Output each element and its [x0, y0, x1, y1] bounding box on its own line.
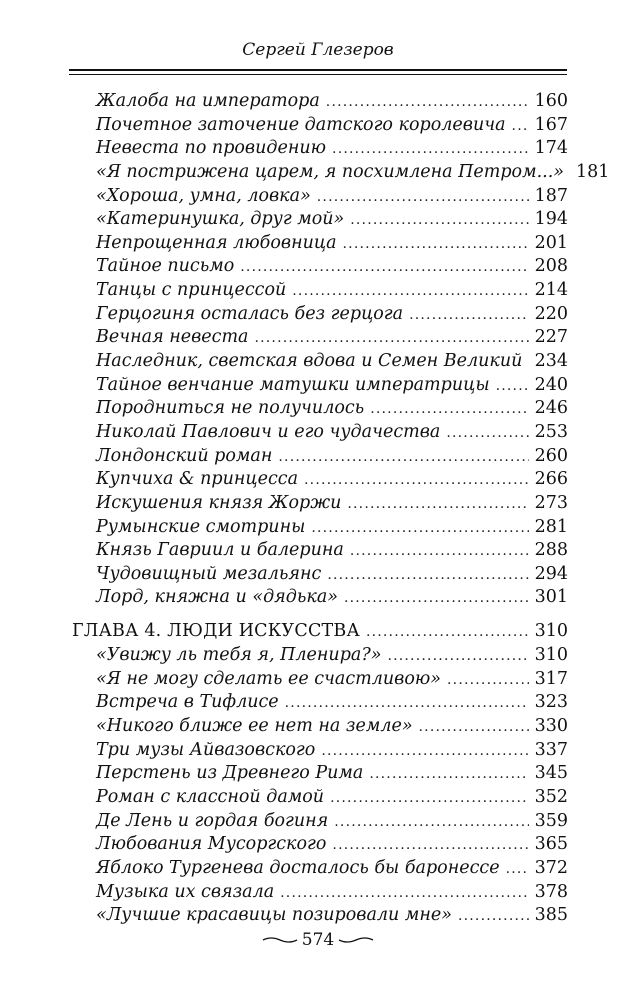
toc-entry-row — [72, 398, 568, 422]
toc-entry-page: 194 — [534, 209, 568, 230]
dot-leader — [254, 330, 528, 346]
page-number: 574 — [301, 930, 335, 950]
toc-entry-title: «Лучшие красавицы позировали мне» — [96, 905, 452, 926]
toc-entry-page: 201 — [534, 232, 568, 253]
toc-entry-title: Три музы Айвазовского — [96, 739, 316, 760]
toc-entry-page: 240 — [534, 374, 568, 395]
dot-leader — [447, 672, 529, 688]
toc-entry-row — [72, 882, 568, 906]
toc-entry-row — [72, 763, 568, 787]
dot-leader — [512, 118, 529, 134]
dot-leader — [419, 719, 529, 735]
dot-leader — [496, 378, 529, 394]
toc-entry-title: Герцогиня осталась без герцога — [96, 303, 404, 324]
toc-entry-row — [72, 209, 568, 233]
dot-leader — [317, 189, 529, 205]
toc-entry-row — [72, 905, 568, 929]
toc-entry-title: ГЛАВА 4. ЛЮДИ ИСКУССТВА — [72, 621, 360, 642]
toc-entry-title: Перстень из Древнего Рима — [96, 763, 364, 784]
toc-entry-page: 372 — [534, 857, 568, 878]
toc-entry-page: 310 — [534, 645, 568, 666]
dot-leader — [344, 590, 529, 606]
dot-leader — [369, 766, 528, 782]
toc-entry-row — [72, 446, 568, 470]
toc-entry-title: Невеста по провидению — [96, 138, 327, 159]
toc-entry-page: 214 — [534, 280, 568, 301]
dot-leader — [280, 885, 528, 901]
toc-entry-row — [72, 351, 568, 375]
toc-entry-title: Вечная невеста — [96, 327, 249, 348]
toc-entry-row — [72, 304, 568, 328]
toc-entry-title: Купчиха & принцесса — [96, 469, 299, 490]
dot-leader — [458, 908, 529, 924]
toc-entry-title: Почетное заточение датского королевича — [96, 114, 506, 135]
swash-left-ornament — [262, 935, 298, 945]
toc-entry-row — [72, 422, 568, 446]
dot-leader — [387, 648, 528, 664]
toc-entry-row — [72, 115, 568, 139]
dot-leader — [311, 520, 528, 536]
toc-entry-title: Чудовищный мезальянс — [96, 563, 322, 584]
dot-leader — [330, 790, 529, 806]
toc-entry-page: 167 — [534, 114, 568, 135]
toc-entry-page: 337 — [534, 739, 568, 760]
dot-leader — [347, 496, 528, 512]
toc-entry-title: Танцы с принцессой — [96, 280, 287, 301]
dot-leader — [304, 472, 529, 488]
header-rule-thin — [69, 74, 567, 75]
dot-leader — [292, 283, 528, 299]
toc-entry-title: Наследник, светская вдова и Семен Великий — [96, 351, 523, 372]
dot-leader — [350, 543, 529, 559]
toc-entry-page: 310 — [534, 621, 568, 642]
toc-entry-page: 208 — [534, 256, 568, 277]
toc-chapter-row — [72, 621, 568, 645]
toc-entry-row — [72, 587, 568, 611]
toc-entry-page: 294 — [534, 563, 568, 584]
toc-entry-row — [72, 280, 568, 304]
toc-entry-title: «Я пострижена царем, я посхимлена Петром...» — [96, 161, 564, 182]
toc-entry-title: Румынские смотрины — [96, 516, 306, 537]
toc-entry-title: Тайное письмо — [96, 256, 235, 277]
toc-entry-title: «Я не могу сделать ее счастливою» — [96, 668, 442, 689]
dot-leader — [278, 449, 528, 465]
toc-entry-page: 220 — [534, 303, 568, 324]
toc-entry-title: Встреча в Тифлисе — [96, 692, 279, 713]
dot-leader — [327, 567, 528, 583]
toc-entry-title: Князь Гавриил и балерина — [96, 540, 344, 561]
running-header-author: Сергей Глезеров — [242, 40, 394, 60]
dot-leader — [326, 94, 529, 110]
toc-entry-row — [72, 469, 568, 493]
dot-leader — [446, 425, 528, 441]
toc-entry-row — [72, 540, 568, 564]
toc-entry-page: 260 — [534, 445, 568, 466]
toc-entry-title: Искушения князя Жоржи — [96, 492, 342, 513]
toc-entry-title: Любования Мусоргского — [96, 834, 327, 855]
swash-right-ornament — [338, 935, 374, 945]
toc-entry-title: Жалоба на императора — [96, 91, 320, 111]
toc-entry-row — [72, 740, 568, 764]
header-rule-thick — [69, 69, 567, 71]
toc-entry-row — [72, 161, 610, 186]
toc-entry-page: 187 — [534, 185, 568, 206]
dot-leader — [409, 307, 529, 323]
toc-entry-row — [72, 91, 568, 115]
toc-entry-page: 181 — [575, 161, 610, 182]
toc-entry-row — [72, 692, 568, 716]
toc-entry-page: 378 — [534, 881, 568, 902]
toc-entry-row — [72, 233, 568, 257]
toc-entry-title: Яблоко Тургенева досталось бы баронессе — [96, 857, 500, 878]
toc-entry-page: 365 — [534, 834, 568, 855]
toc-entry-page: 385 — [534, 905, 568, 926]
toc-entry-page: 323 — [534, 692, 568, 713]
toc-entry-page: 352 — [534, 786, 568, 807]
page-footer — [0, 930, 636, 950]
toc-entry-row — [72, 517, 568, 541]
toc-entry-page: 227 — [534, 327, 568, 348]
toc-entry-row — [72, 138, 568, 162]
dot-leader — [350, 212, 528, 228]
toc-entry-title: Тайное венчание матушки императрицы — [96, 374, 490, 395]
toc-entry-page: 160 — [534, 91, 568, 111]
toc-entry-page: 317 — [534, 668, 568, 689]
toc-entry-row — [72, 256, 568, 280]
dot-leader — [332, 141, 529, 157]
toc-entry-title: Лорд, княжна и «дядька» — [96, 587, 338, 608]
dot-leader — [240, 259, 528, 275]
dot-leader — [370, 401, 528, 417]
toc-entry-title: «Хороша, умна, ловка» — [96, 185, 311, 206]
toc-entry-title: «Увижу ль тебя я, Пленира?» — [96, 645, 382, 666]
toc-entry-row — [72, 858, 568, 882]
toc-entry-row — [72, 375, 568, 399]
toc-entry-page: 174 — [534, 138, 568, 159]
toc-entry-page: 345 — [534, 763, 568, 784]
dot-leader — [343, 236, 529, 252]
toc-entry-page: 330 — [534, 716, 568, 737]
toc-entry-row — [72, 186, 568, 210]
toc-entry-page: 246 — [534, 398, 568, 419]
dot-leader — [506, 861, 529, 877]
toc-entry-page: 281 — [534, 516, 568, 537]
toc-entry-title: Де Лень и гордая богиня — [96, 810, 329, 831]
toc-entry-row — [72, 645, 568, 669]
toc-entry-page: 273 — [534, 492, 568, 513]
toc-entry-page: 288 — [534, 540, 568, 561]
dot-leader — [332, 837, 528, 853]
toc-entry-title: Николай Павлович и его чудачества — [96, 421, 441, 442]
toc-entry-title: Роман с классной дамой — [96, 786, 325, 807]
toc-entry-row — [72, 493, 568, 517]
dot-leader — [334, 814, 528, 830]
toc-entry-row — [72, 811, 568, 835]
dot-leader — [285, 695, 529, 711]
table-of-contents — [72, 91, 610, 929]
toc-entry-row — [72, 669, 568, 693]
toc-entry-row — [72, 564, 568, 588]
toc-entry-page: 301 — [534, 587, 568, 608]
toc-entry-title: Музыка их связала — [96, 881, 275, 902]
toc-entry-title: «Катеринушка, друг мой» — [96, 209, 345, 230]
toc-entry-page: 253 — [534, 421, 568, 442]
toc-entry-title: Непрощенная любовница — [96, 232, 337, 253]
toc-entry-title: Породниться не получилось — [96, 398, 365, 419]
toc-entry-row — [72, 716, 568, 740]
toc-entry-page: 234 — [534, 351, 568, 372]
toc-entry-row — [72, 787, 568, 811]
toc-entry-page: 266 — [534, 469, 568, 490]
toc-entry-title: Лондонский роман — [96, 445, 273, 466]
toc-entry-title: «Никого ближе ее нет на земле» — [96, 716, 413, 737]
dot-leader — [366, 624, 529, 640]
dot-leader — [321, 743, 528, 759]
toc-entry-row — [72, 327, 568, 351]
toc-entry-page: 359 — [534, 810, 568, 831]
toc-entry-row — [72, 834, 568, 858]
